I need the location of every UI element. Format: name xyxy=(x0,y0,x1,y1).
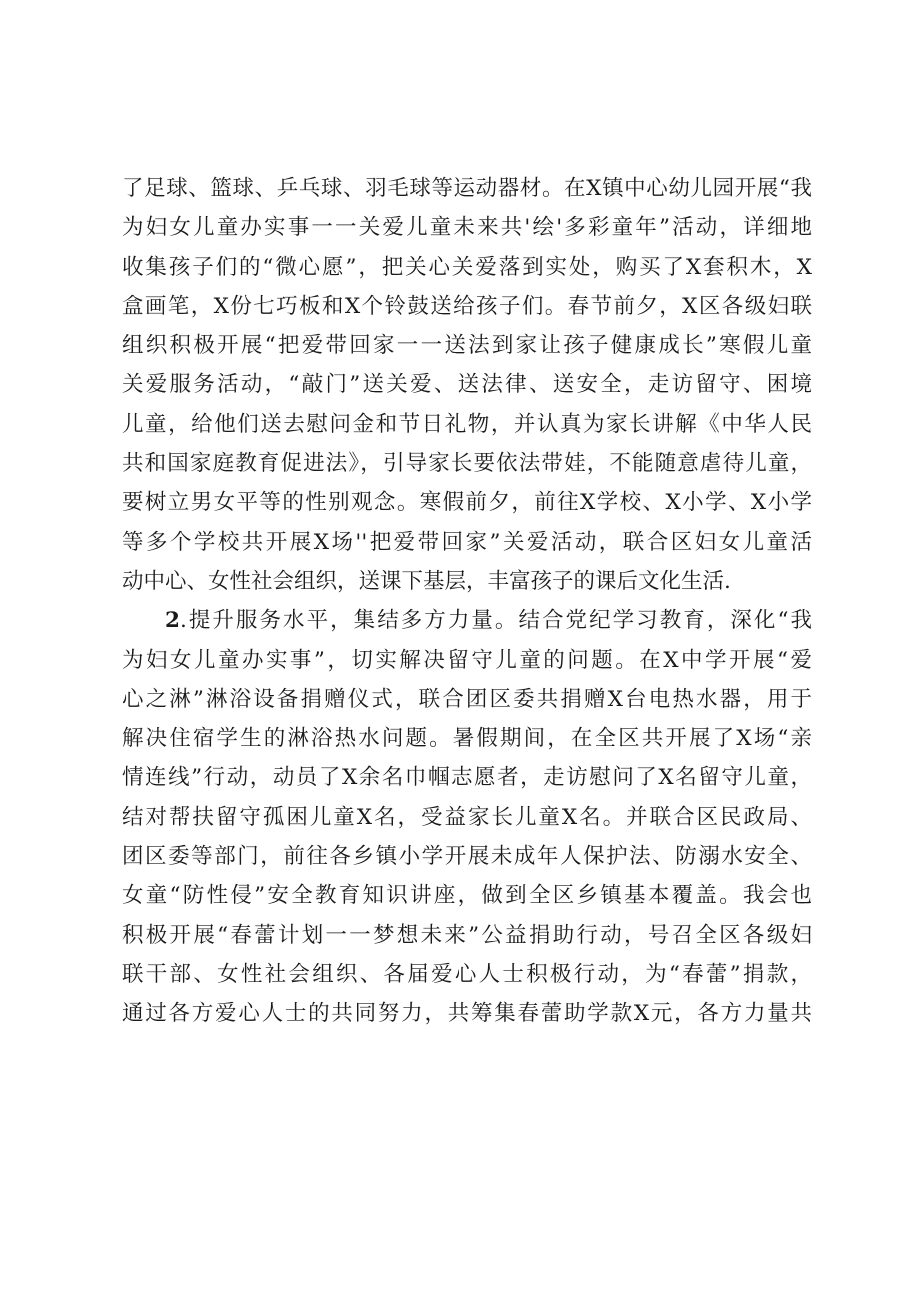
paragraph-2-first-line xyxy=(122,601,812,640)
paragraph-1-line: 儿童，给他们送去慰问金和节日礼物，并认真为家长讲解《中华人民 xyxy=(122,411,812,437)
body-text xyxy=(122,169,812,1034)
paragraph-1-line: 关爱服务活动，“敲门”送关爱、送法律、送安全，走访留守、困境 xyxy=(122,372,812,398)
paragraph-2-line: 为妇女儿童办实事”，切实解决留守儿童的问题。在X中学开展“爱 xyxy=(122,647,812,673)
paragraph-1-line: 了足球、篮球、乒乓球、羽毛球等运动器材。在X镇中心幼儿园开展“我 xyxy=(122,176,812,201)
paragraph-1-line: 要树立男女平等的性别观念。寒假前夕，前往X学校、X小学、X小学 xyxy=(122,490,812,516)
paragraph-1-last-line: 动中心、女性社会组织，送课下基层，丰富孩子的课后文化生活. xyxy=(122,568,731,594)
paragraph-1-line: 等多个学校共开展X场''把爱带回家”关爱活动，联合区妇女儿童活 xyxy=(122,529,812,555)
paragraph-2-line: 女童“防性侵”安全教育知识讲座，做到全区乡镇基本覆盖。我会也 xyxy=(122,883,812,909)
paragraph-2-line: 通过各方爱心人士的共同努力，共筹集春蕾助学款X元，各方力量共 xyxy=(122,1001,812,1027)
paragraph-2-line: 解决住宿学生的淋浴热水问题。暑假期间，在全区共开展了X场“亲 xyxy=(122,726,812,752)
paragraph-2-line: 积极开展“春蕾计划一一梦想未来”公益捐助行动，号召全区各级妇 xyxy=(122,922,812,948)
paragraph-2-line: 结对帮扶留守孤困儿童X名，受益家长儿童X名。并联合区民政局、 xyxy=(122,804,812,830)
paragraph-1-line: 收集孩子们的“微心愿”，把关心关爱落到实处，购买了X套积木，X xyxy=(122,254,812,280)
paragraph-1-line: 为妇女儿童办实事一一关爱儿童未来共'绘'多彩童年”活动，详细地 xyxy=(122,215,812,241)
paragraph-2-line: 心之淋”淋浴设备捐赠仪式，联合团区委共捐赠X台电热水器，用于 xyxy=(122,686,812,712)
paragraph-2-number: 2 xyxy=(165,608,180,634)
paragraph-2-line: 团区委等部门，前往各乡镇小学开展未成年人保护法、防溺水安全、 xyxy=(122,844,812,870)
paragraph-2-line: 情连线”行动，动员了X余名巾帼志愿者，走访慰问了X名留守儿童， xyxy=(122,765,812,791)
paragraph-1-line: 盒画笔，X份七巧板和X个铃鼓送给孩子们。春节前夕，X区各级妇联 xyxy=(122,293,812,319)
paragraph-1-line: 组织积极开展“把爱带回家一一送法到家让孩子健康成长”寒假儿童 xyxy=(122,333,812,359)
paragraph-2-line: 联干部、女性社会组织、各届爱心人士积极行动，为“春蕾”捐款， xyxy=(122,961,812,987)
paragraph-1-line: 共和国家庭教育促进法》，引导家长要依法带娃，不能随意虐待儿童， xyxy=(122,451,812,477)
paragraph-2-heading-text: .提升服务水平，集结多方力量。结合党纪学习教育，深化“我 xyxy=(179,608,812,634)
